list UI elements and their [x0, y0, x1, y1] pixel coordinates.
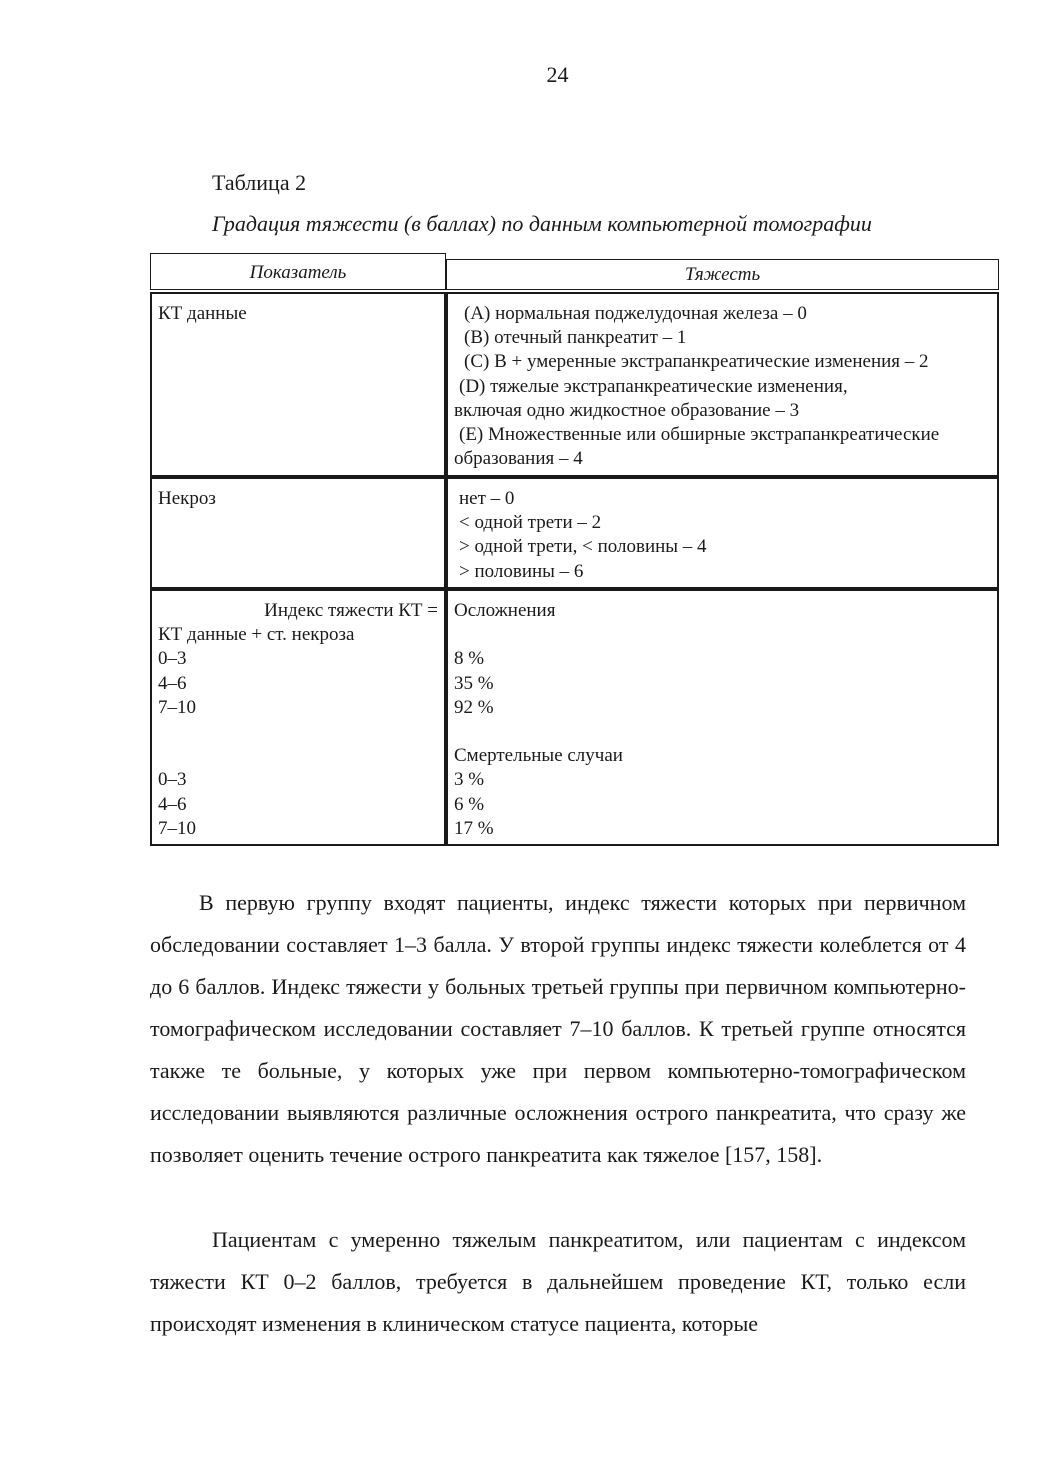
- cell-line: 92 %: [454, 696, 494, 718]
- cell-line: 17 %: [454, 817, 494, 839]
- cell-line: образования – 4: [454, 448, 583, 470]
- cell-line: > половины – 6: [459, 560, 584, 582]
- cell-line: > одной трети, < половины – 4: [459, 536, 707, 558]
- table-cell-severity: [446, 589, 999, 846]
- table-cell-indicator: [150, 292, 446, 477]
- cell-line: [454, 623, 997, 647]
- cell-line: [158, 720, 438, 744]
- table-label: Таблица 2: [212, 170, 307, 195]
- cell-line: нет – 0: [459, 488, 515, 509]
- cell-line: Некроз: [158, 488, 216, 509]
- body-paragraph: Пациентам с умеренно тяжелым панкреатитом, или пациентам с индексом тяжести КТ 0–2 баллов, требуется в дальнейшем проведение КТ, только если происходят изменения в клиническом статусе пациента, которые: [150, 1227, 966, 1336]
- table-cell-severity: [446, 292, 999, 477]
- cell-line: 8 %: [454, 648, 485, 670]
- cell-line: [454, 720, 997, 744]
- cell-line: КТ данные + ст. некроза: [158, 624, 355, 646]
- cell-line: включая одно жидкостное образование – 3: [454, 399, 800, 421]
- cell-line: Индекс тяжести КТ =: [264, 600, 438, 621]
- page-number: 24: [546, 62, 569, 87]
- table-header-indicator: Показатель: [150, 253, 446, 290]
- cell-line: [158, 744, 438, 768]
- table-cell-indicator: [150, 477, 446, 589]
- cell-line: 7–10: [158, 817, 196, 839]
- table-cell-indicator: [150, 589, 446, 846]
- cell-line: (А) нормальная поджелудочная железа – 0: [464, 303, 807, 324]
- cell-line: (В) отечный панкреатит – 1: [464, 327, 687, 349]
- table-header-severity: Тяжесть: [446, 259, 999, 290]
- body-paragraph: В первую группу входят пациенты, индекс тяжести которых при первичном обследовании составляет 1–3 балла. У второй группы индекс тяжести колеблется от 4 до 6 баллов. Индекс тяжести у больных третьей группы при первичном компьютерно-томографическом исследовании составляет 7–10 баллов. К третьей группе относятся также те больные, у которых уже при первом компьютерно-томографическом исследовании выявляются различные осложнения острого панкреатита, что сразу же позволяет оценить течение острого панкреатита как тяжелое [157, 158].: [150, 890, 966, 1167]
- cell-line: Смертельные случаи: [454, 745, 623, 767]
- cell-line: 4–6: [158, 793, 187, 815]
- table-cell-severity: [446, 477, 999, 589]
- cell-line: 35 %: [454, 672, 494, 694]
- cell-line: 0–3: [158, 648, 187, 670]
- cell-line: 4–6: [158, 672, 187, 694]
- cell-line: 7–10: [158, 696, 196, 718]
- cell-line: 6 %: [454, 793, 485, 815]
- cell-line: (D) тяжелые экстрапанкреатические изменения,: [459, 375, 848, 397]
- cell-line: < одной трети – 2: [459, 512, 602, 534]
- cell-line: (Е) Множественные или обширные экстрапанкреатические: [459, 424, 940, 446]
- cell-line: 0–3: [158, 769, 187, 791]
- cell-line: Осложнения: [454, 600, 556, 621]
- cell-line: (С) В + умеренные экстрапанкреатические изменения – 2: [464, 351, 929, 373]
- cell-line: 3 %: [454, 769, 485, 791]
- table-caption: Градация тяжести (в баллах) по данным компьютерной томографии: [212, 211, 872, 236]
- cell-line: КТ данные: [158, 303, 247, 324]
